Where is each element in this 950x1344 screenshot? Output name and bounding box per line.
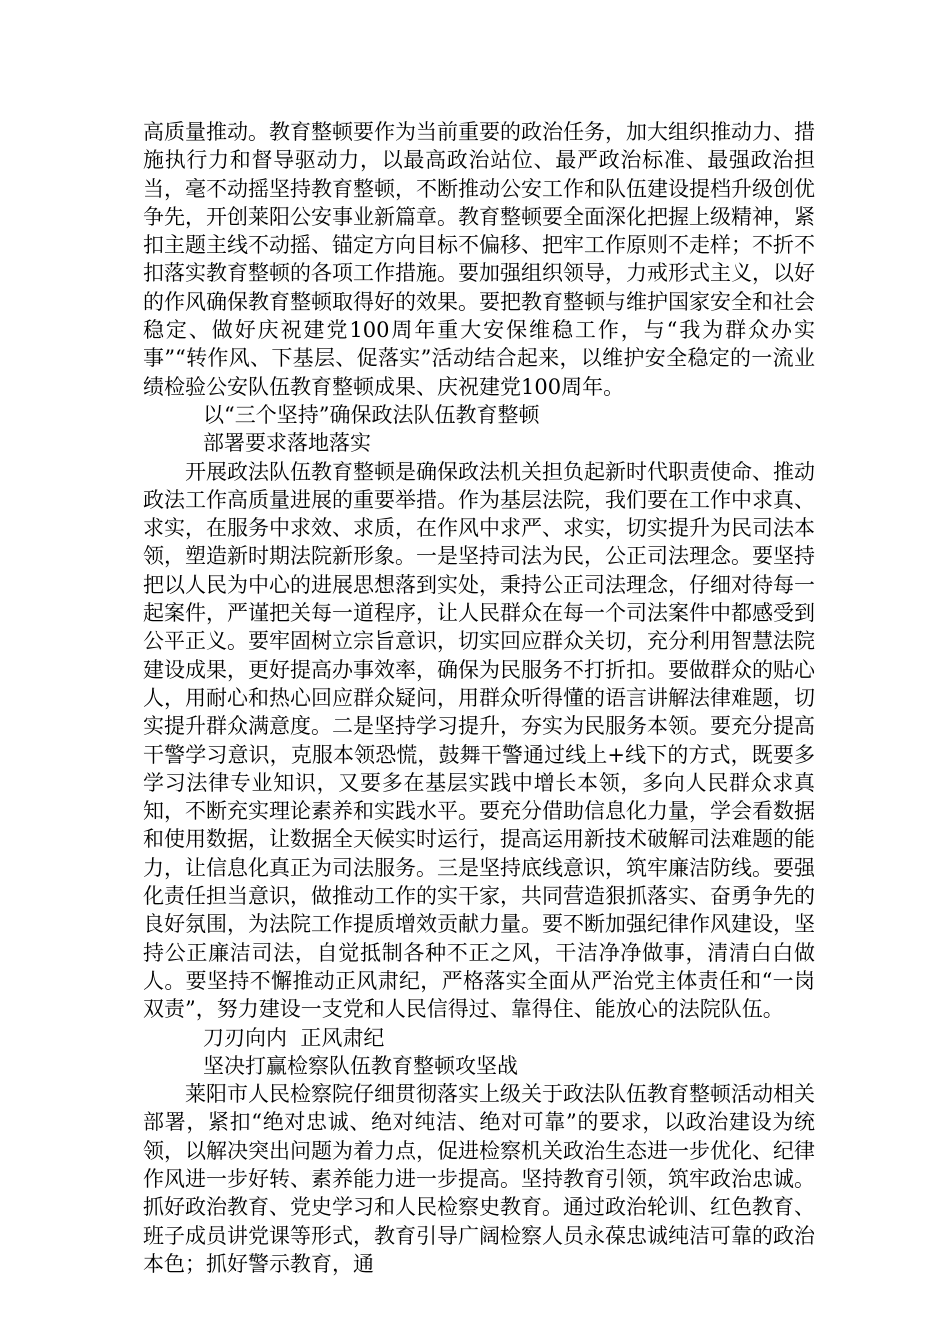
section-heading-procuratorate-line1: 刀刃向内 正风肃纪 [203, 1025, 385, 1050]
paragraph-court: 开展政法队伍教育整顿是确保政法机关担负起新时代职责使命、推动政法工作高质量进展的重要举措。作为基层法院，我们要在工作中求真、求实，在服务中求效、求质，在作风中求严、求实，切实提升为民司法本领，塑造新时期法院新形象。一是坚持司法为民，公正司法理念。要坚持把以人民为中心的进展思想落到实处，秉持公正司法理念，仔细对待每一起案件，严谨把关每一道程序，让人民群众在每一个司法案件中都感受到公平正义。要牢固树立宗旨意识，切实回应群众关切，充分利用智慧法院建设成果，更好提高办事效率，确保为民服务不打折扣。要做群众的贴心人，用耐心和热心回应群众疑问，用群众听得懂的语言讲解法律难题，切实提升群众满意度。二是坚持学习提升，夯实为民服务本领。要充分提高干警学习意识，克服本领恐慌，鼓舞干警通过线上+线下的方式，既要多学习法律专业知识，又要多在基层实践中增长本领，多向人民群众求真知，不断充实理论素养和实践水平。要充分借助信息化力量，学会看数据和使用数据，让数据全天候实时运行，提高运用新技术破解司法难题的能力，让信息化真正为司法服务。三是坚持底线意识，筑牢廉洁防线。要强化责任担当意识，做推动工作的实干家，共同营造狠抓落实、奋勇争先的良好氛围，为法院工作提质增效贡献力量。要不断加强纪律作风建设，坚持公正廉洁司法，自觉抵制各种不正之风，干洁净净做事，清清白白做人。要坚持不懈推动正风肃纪，严格落实全面从严治党主体责任和“一岗双责”，努力建设一支党和人民信得过、靠得住、能放心的法院队伍。 [143, 459, 815, 1022]
document-page [143, 118, 815, 1278]
paragraph-public-security: 高质量推动。教育整顿要作为当前重要的政治任务，加大组织推动力、措施执行力和督导驱动力，以最高政治站位、最严政治标准、最强政治担当，毫不动摇坚持教育整顿，不断推动公安工作和队伍建设提档升级创优争先，开创莱阳公安事业新篇章。教育整顿要全面深化把握上级精神，紧扣主题主线不动摇、锚定方向目标不偏移、把牢工作原则不走样；不折不扣落实教育整顿的各项工作措施。要加强组织领导，力戒形式主义，以好的作风确保教育整顿取得好的效果。要把教育整顿与维护国家安全和社会稳定、做好庆祝建党100周年重大安保维稳工作，与“我为群众办实事”“转作风、下基层、促落实”活动结合起来，以维护安全稳定的一流业绩检验公安队伍教育整顿成果、庆祝建党100周年。 [143, 120, 815, 399]
section-heading-court-line2: 部署要求落地落实 [203, 431, 371, 456]
section-heading-court-line1: 以“三个坚持”确保政法队伍教育整顿 [203, 402, 540, 427]
section-heading-procuratorate-line2: 坚决打赢检察队伍教育整顿攻坚战 [203, 1053, 518, 1078]
paragraph-procuratorate: 莱阳市人民检察院仔细贯彻落实上级关于政法队伍教育整顿活动相关部署，紧扣“绝对忠诚、绝对纯洁、绝对可靠”的要求，以政治建设为统领，以解决突出问题为着力点，促进检察机关政治生态进一步优化、纪律作风进一步好转、素养能力进一步提高。坚持教育引领，筑牢政治忠诚。抓好政治教育、党史学习和人民检察史教育。通过政治轮训、红色教育、班子成员讲党课等形式，教育引导广阔检察人员永葆忠诚纯洁可靠的政治本色；抓好警示教育，通 [143, 1082, 815, 1276]
